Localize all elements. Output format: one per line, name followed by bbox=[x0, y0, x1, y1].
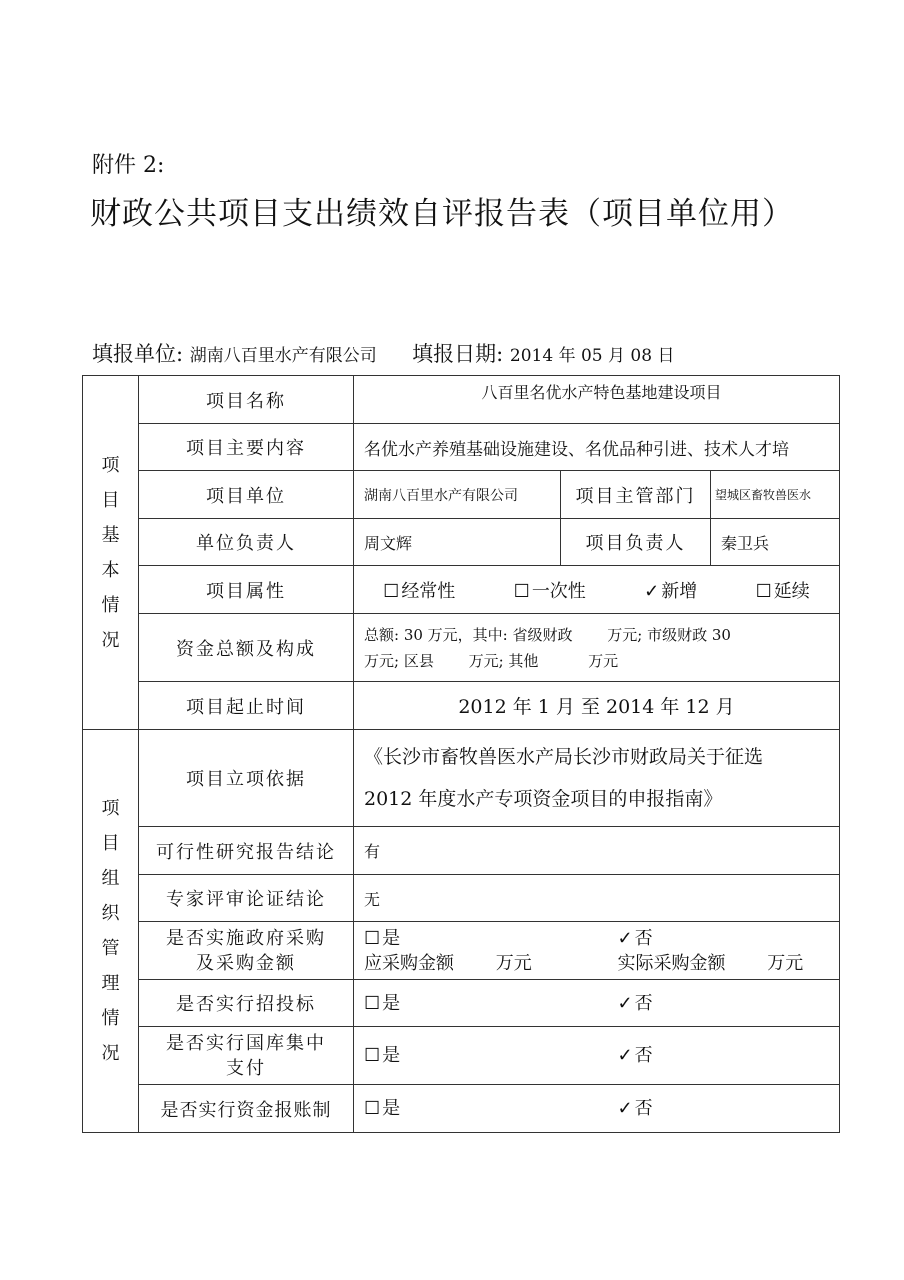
procurement-label: 是否实施政府采购 及采购金额 bbox=[139, 922, 354, 980]
funds-label: 资金总额及构成 bbox=[139, 614, 354, 682]
reimburse-label: 是否实行资金报账制 bbox=[139, 1085, 354, 1133]
expert-value: 无 bbox=[354, 875, 840, 922]
funds-line-1: 总额: 30 万元，其中: 省级财政 万元; 市级财政 30 bbox=[364, 625, 731, 644]
procure-plan-amount: 应采购金额 万元 bbox=[364, 952, 532, 974]
feasibility-label: 可行性研究报告结论 bbox=[139, 827, 354, 875]
funds-value bbox=[354, 614, 840, 682]
authority-label: 项目主管部门 bbox=[561, 471, 711, 519]
fill-unit-value: 湖南八百里水产有限公司 bbox=[189, 346, 377, 366]
evaluation-form-table bbox=[82, 375, 840, 1133]
reimburse-value bbox=[354, 1085, 840, 1133]
attr-option-one-time[interactable]: ☐ 一次性 bbox=[514, 577, 586, 603]
unit-head-value: 周文辉 bbox=[354, 519, 561, 566]
fill-date-label: 填报日期: bbox=[412, 342, 504, 366]
treasury-value bbox=[354, 1027, 840, 1085]
bidding-label: 是否实行招投标 bbox=[139, 980, 354, 1027]
project-unit-value: 湖南八百里水产有限公司 bbox=[354, 471, 561, 519]
project-name-value: 八百里名优水产特色基地建设项目 bbox=[354, 376, 840, 424]
authority-value: 望城区畜牧兽医水 bbox=[711, 471, 840, 519]
bidding-value bbox=[354, 980, 840, 1027]
period-label: 项目起止时间 bbox=[139, 682, 354, 730]
basis-value: 《长沙市畜牧兽医水产局长沙市财政局关于征选 2012 年度水产专项资金项目的申报指南》 bbox=[354, 730, 840, 827]
treasury-no-checkbox[interactable]: ✓ 否 bbox=[602, 1043, 840, 1068]
attr-option-new[interactable]: ✓ 新增 bbox=[644, 577, 697, 603]
main-content-label: 项目主要内容 bbox=[139, 424, 354, 471]
reimburse-no-checkbox[interactable]: ✓ 否 bbox=[602, 1096, 840, 1121]
attr-option-continued[interactable]: ☐ 延续 bbox=[756, 577, 810, 603]
procurement-yes-checkbox[interactable]: ☐ 是 bbox=[364, 926, 602, 951]
project-attr-label: 项目属性 bbox=[139, 566, 354, 614]
project-unit-label: 项目单位 bbox=[139, 471, 354, 519]
expert-label: 专家评审论证结论 bbox=[139, 875, 354, 922]
treasury-label: 是否实行国库集中 支付 bbox=[139, 1027, 354, 1085]
basis-label: 项目立项依据 bbox=[139, 730, 354, 827]
project-head-value: 秦卫兵 bbox=[711, 519, 840, 566]
bidding-no-checkbox[interactable]: ✓ 否 bbox=[602, 991, 840, 1016]
main-content-value: 名优水产养殖基础设施建设、名优品种引进、技术人才培 bbox=[354, 424, 840, 471]
project-head-label: 项目负责人 bbox=[561, 519, 711, 566]
attr-option-recurring[interactable]: ☐ 经常性 bbox=[383, 577, 455, 603]
reimburse-yes-checkbox[interactable]: ☐ 是 bbox=[364, 1096, 602, 1121]
treasury-yes-checkbox[interactable]: ☐ 是 bbox=[364, 1043, 602, 1068]
funds-line-2: 万元; 区县 万元; 其他 万元 bbox=[364, 651, 619, 670]
procurement-value bbox=[354, 922, 840, 980]
bidding-yes-checkbox[interactable]: ☐ 是 bbox=[364, 991, 602, 1016]
section-management: 项 目 组 织 管 理 情 况 bbox=[83, 730, 139, 1133]
fill-date-value: 2014 年 05 月 08 日 bbox=[509, 346, 675, 366]
unit-head-label: 单位负责人 bbox=[139, 519, 354, 566]
procurement-no-checkbox[interactable]: ✓ 否 bbox=[602, 926, 840, 951]
fill-info-line bbox=[92, 338, 674, 368]
section-basic-info: 项 目 基 本 情 况 bbox=[83, 376, 139, 730]
feasibility-value: 有 bbox=[354, 827, 840, 875]
attachment-label: 附件 2: bbox=[92, 153, 165, 178]
fill-unit-label: 填报单位: bbox=[92, 342, 184, 366]
period-value: 2012 年 1 月 至 2014 年 12 月 bbox=[354, 682, 840, 730]
project-name-label: 项目名称 bbox=[139, 376, 354, 424]
procure-actual-amount: 实际采购金额 万元 bbox=[617, 952, 804, 974]
project-attr-options bbox=[354, 566, 840, 614]
form-title: 财政公共项目支出绩效自评报告表（项目单位用） bbox=[90, 196, 794, 232]
